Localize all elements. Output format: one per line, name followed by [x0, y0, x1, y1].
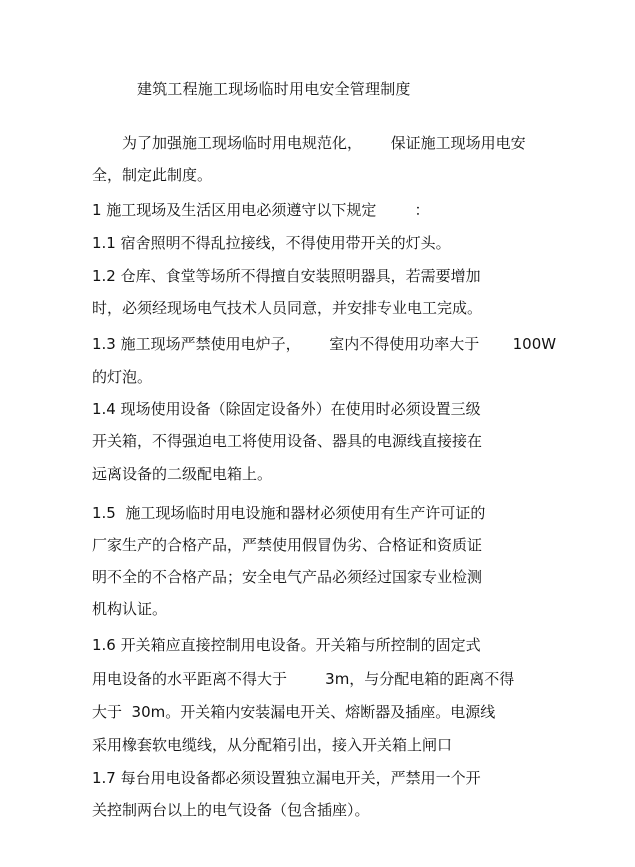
paragraph-line: 全，制定此制度。 [92, 166, 213, 184]
paragraph-line: 远离设备的二级配电箱上。 [92, 465, 273, 483]
section-heading: 1 施工现场及生活区用电必须遵守以下规定 ： [92, 201, 430, 219]
paragraph-line: 采用橡套软电缆线，从分配箱引出，接入开关箱上闸口 [92, 736, 453, 754]
paragraph-line: 1.6 开关箱应直接控制用电设备。开关箱与所控制的固定式 [92, 636, 481, 654]
paragraph-line: 1.4 现场使用设备（除固定设备外）在使用时必须设置三级 [92, 400, 481, 418]
paragraph-line: 1.2 仓库、食堂等场所不得擅自安装照明器具，若需要增加 [92, 267, 481, 285]
document-title: 建筑工程施工现场临时用电安全管理制度 [137, 80, 411, 98]
paragraph-line: 1.3 施工现场严禁使用电炉子， 室内不得使用功率大于 100W [92, 335, 557, 353]
paragraph-line: 1.5 施工现场临时用电设施和器材必须使用有生产许可证的 [92, 504, 486, 522]
paragraph-line: 关控制两台以上的电气设备（包含插座）。 [92, 801, 370, 819]
paragraph-line: 的灯泡。 [92, 368, 153, 386]
paragraph-line: 开关箱，不得强迫电工将使用设备、器具的电源线直接接在 [92, 432, 483, 450]
paragraph-line: 用电设备的水平距离不得大于 3m，与分配电箱的距离不得 [92, 670, 515, 688]
paragraph-line: 时，必须经现场电气技术人员同意，并安排专业电工完成。 [92, 299, 483, 317]
paragraph-line: 1.7 每台用电设备都必须设置独立漏电开关，严禁用一个开 [92, 769, 481, 787]
paragraph-line: 1.1 宿舍照明不得乱拉接线，不得使用带开关的灯头。 [92, 234, 451, 252]
paragraph-line: 机构认证。 [92, 600, 168, 618]
paragraph-line: 大于 30m。开关箱内安装漏电开关、熔断器及插座。电源线 [92, 703, 496, 721]
paragraph-line: 厂家生产的合格产品，严禁使用假冒伪劣、合格证和资质证 [92, 536, 483, 554]
paragraph-line: 明不全的不合格产品；安全电气产品必须经过国家专业检测 [92, 568, 483, 586]
paragraph-line: 为了加强施工现场临时用电规范化， 保证施工现场用电安 [122, 134, 526, 152]
